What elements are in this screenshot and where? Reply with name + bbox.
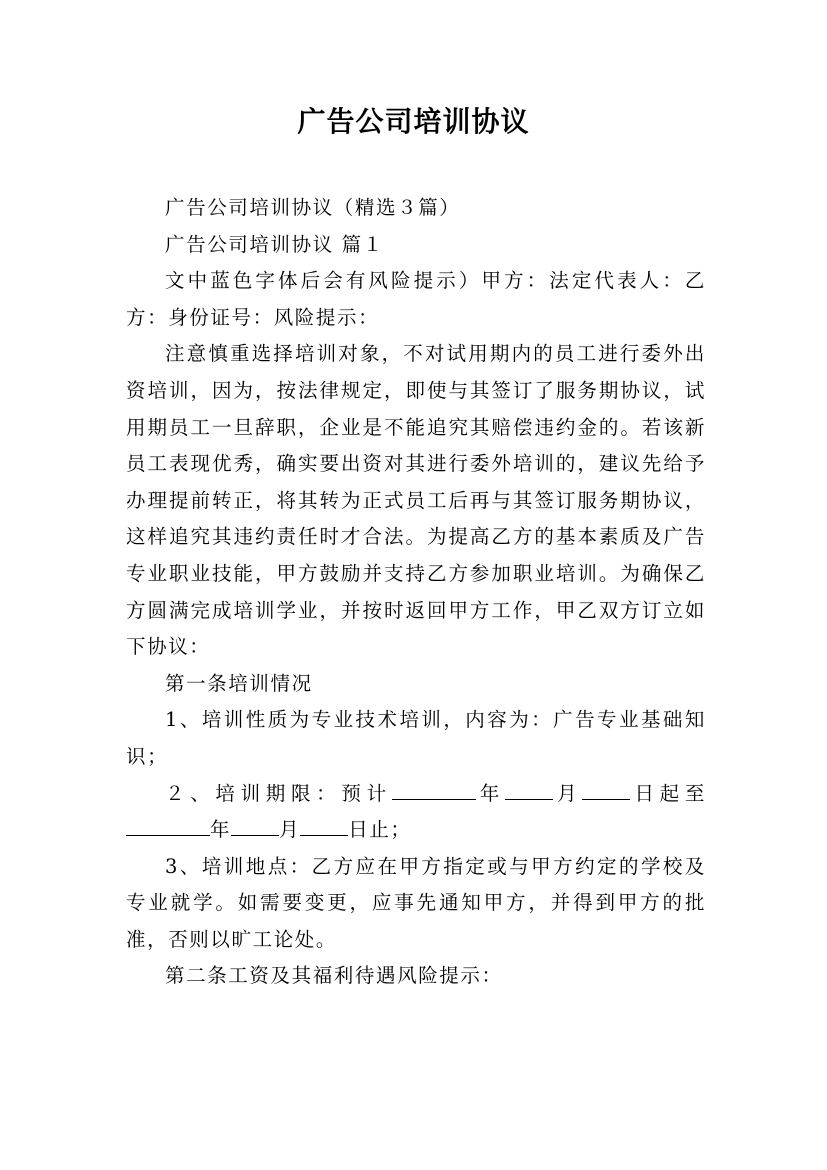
training-period-prefix: ２、培训期限：预计 xyxy=(165,781,392,805)
document-title: 广告公司培训协议 xyxy=(297,105,530,138)
end-year-label: 年 xyxy=(210,818,232,842)
paragraph-risk-notice: 注意慎重选择培训对象，不对试用期内的员工进行委外出资培训，因为，按法律规定，即使与其签订了服务期协议，试用期员工一旦辞职，企业是不能追究其赔偿违约金的。若该新员工表现优秀，确实要出资对其进行委外培训的，建议先给予办理提前转正，将其转为正式员工后再与其签订服务期协议，这样追究其违约责任时才合法。为提高乙方的基本素质及广告专业职业技能，甲方鼓励并支持乙方参加职业培训。为确保乙方圆满完成培训学业，并按时返回甲方工作，甲乙双方订立如下协议： xyxy=(126,342,706,659)
start-year-blank xyxy=(392,779,476,800)
paragraph-article-1-heading: 第一条培训情况 xyxy=(165,671,313,695)
start-year-label: 年 xyxy=(475,781,506,805)
start-day-blank xyxy=(582,779,630,800)
paragraph-article-2-heading: 第二条工资及其福利待遇风险提示： xyxy=(165,964,503,988)
start-day-label: 日起至 xyxy=(630,781,706,805)
end-month-label: 月 xyxy=(279,818,301,842)
end-day-label: 日止； xyxy=(348,818,412,842)
paragraph-training-nature: 1、培训性质为专业技术培训，内容为：广告专业基础知识； xyxy=(126,708,706,768)
end-month-blank xyxy=(231,816,279,837)
document-body xyxy=(126,190,706,995)
end-day-blank xyxy=(300,816,348,837)
paragraph-subtitle: 广告公司培训协议（精选３篇） xyxy=(165,196,461,219)
paragraph-section-heading: 广告公司培训协议 篇１ xyxy=(165,232,384,256)
end-year-blank xyxy=(126,816,210,837)
start-month-blank xyxy=(505,779,553,800)
paragraph-parties: 文中蓝色字体后会有风险提示）甲方：法定代表人：乙方：身份证号：风险提示： xyxy=(126,269,706,329)
start-month-label: 月 xyxy=(553,781,583,805)
paragraph-training-period xyxy=(126,776,706,849)
paragraph-training-location: 3、培训地点：乙方应在甲方指定或与甲方约定的学校及专业就学。如需要变更，应事先通知甲方，并得到甲方的批准，否则以旷工论处。 xyxy=(126,854,706,951)
